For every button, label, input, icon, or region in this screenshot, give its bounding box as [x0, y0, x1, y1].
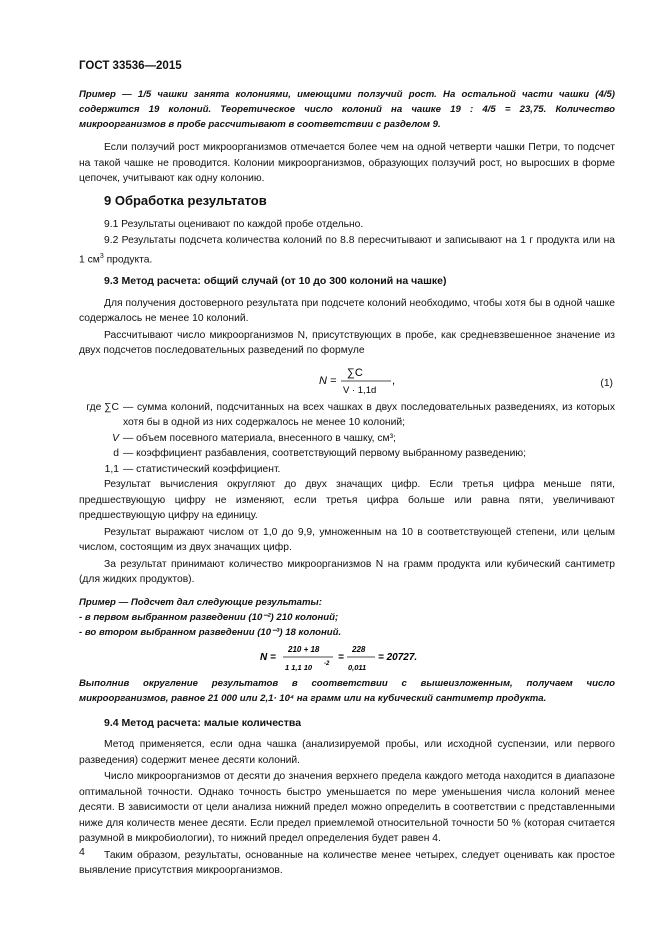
section-9	[79, 193, 615, 880]
paragraph-9-2: 9.2 Результаты подсчета количества колоний по 8.8 пересчитывают и записывают на 1 г продукта или на 1 $см^3$ продукта.	[79, 235, 615, 265]
formula-2	[79, 640, 615, 676]
paragraph-9-1: 9.1 Результаты оценивают по каждой пробе отдельно.	[104, 218, 364, 230]
paragraph-result: За результат принимают количество микроорганизмов N на грамм продукта или кубический сантиметр (для жидких продуктов).	[79, 558, 615, 586]
body-upper	[79, 87, 615, 188]
example-2-conclusion: Выполнив округление результатов в соответствии с вышеизложенным, получаем число микроорганизмов, равное 21 000 или 2,1· 10⁴ на грамм или на кубический сантиметр продукта.	[79, 677, 615, 704]
formula-1	[79, 360, 615, 400]
section-9-3-title: 9.3 Метод расчета: общий случай (от 10 до 300 колоний на чашке)	[104, 275, 447, 288]
formula-2-denominator-2: 0,011	[348, 662, 367, 672]
example-2-intro: Пример — Подсчет дал следующие результаты:	[79, 596, 322, 608]
formula-1-comma: ,	[392, 374, 396, 387]
definition-sum-c: где ∑C — сумма колоний, подсчитанных на всех чашках в двух последовательных разведениях, из которых хотя бы в одной из них содержалось не менее 10 колоний;	[86, 401, 615, 429]
formula-1-denominator: V · 1,1d	[343, 384, 377, 396]
paragraph-9-3-b: Рассчитывают число микроорганизмов N, присутствующих в пробе, как средневзвешенное значение из двух подсчетов последовательных разведений по формуле	[79, 329, 615, 357]
page-number: 4	[79, 846, 85, 858]
definition-d: d — коэффициент разбавления, соответствующий первому выбранному разведению;	[113, 448, 527, 460]
standard-header: ГОСТ 33536—2015	[79, 60, 182, 72]
formula-2-equals: =	[338, 651, 344, 663]
formula-2-numerator-2: 228	[352, 644, 366, 654]
paragraph-9-4-c: Таким образом, результаты, основанные на количестве менее четырех, следует оценивать как простое выявление присутствия микроорганизмов.	[79, 849, 615, 877]
formula-2-denominator-1: 1 1,1 10	[285, 662, 313, 672]
formula-2-lhs: N =	[260, 651, 276, 663]
paragraph-9-4-a: Метод применяется, если одна чашка (анализируемой пробы, или исходной суспензии, или первого разведения) содержит менее десяти колоний.	[79, 739, 615, 766]
section-9-4-title: 9.4 Метод расчета: малые количества	[104, 716, 302, 729]
paragraph-9-4-b: Число микроорганизмов от десяти до значения верхнего предела каждого метода находится в диапазоне оптимальной точности. Однако точность быстро уменьшается по мере уменьшения числа колоний менее десяти. В зависимости от цели анализа нижний предел можно определить в соответствии с представленными ниже для количеств менее десяти. Если предел приемлемой относительной точности 50 % (которая считается разумной в микробиологии), то нижний предел определения будет равен 4.	[79, 771, 615, 845]
paragraph-creeping-growth: Если ползучий рост микроорганизмов отмечается более чем на одной четверти чашки Петри, то подсчет на такой чашке не проводится. Колонии микроорганизмов, образующих ползучий рост, но выросших в форме цепочек, учитывают как одну колонию.	[79, 142, 615, 184]
section-9-title: 9 Обработка результатов	[104, 193, 267, 208]
formula-1-graphic	[79, 360, 615, 400]
definitions-list	[79, 400, 615, 478]
formula-1-numerator: ∑C	[347, 366, 363, 379]
formula-2-result: = 20727.	[378, 651, 418, 663]
example-2-line-2: - во втором выбранном разведении (10⁻³) 18 колоний.	[79, 626, 342, 638]
formula-1-lhs: N =	[319, 374, 337, 387]
paragraph-9-3-a: Для получения достоверного результата при подсчете колоний необходимо, чтобы хотя бы в одной чашке содержалось не менее 10 колоний.	[79, 297, 615, 325]
paragraph-rounding: Результат вычисления округляют до двух значащих цифр. Если третья цифра меньше пяти, предшествующую цифру не изменяют, если третья цифра больше или равна пяти, увеличивают предшествующую цифру на единицу.	[79, 479, 615, 522]
definition-coefficient: 1,1 — статистический коэффициент.	[104, 463, 281, 475]
formula-2-denominator-1-exponent: -2	[324, 660, 330, 667]
definition-v: V — объем посевного материала, внесенного в чашку, см³;	[112, 432, 396, 444]
formula-1-number: (1)	[600, 377, 613, 389]
formula-2-graphic	[79, 640, 615, 676]
paragraph-expression: Результат выражают числом от 1,0 до 9,9, умноженным на 10 в соответствующей степени, или целым числом, состоящим из двух значащих цифр.	[79, 526, 615, 554]
formula-2-numerator-1: 210 + 18	[288, 644, 320, 654]
example-2-line-1: - в первом выбранном разведении (10⁻²) 210 колоний;	[79, 611, 339, 623]
example-1: Пример — 1/5 чашки занята колониями, имеющими ползучий рост. На остальной части чашки (4/5) содержится 19 колоний. Теоретическое число колоний на чашке 19 : 4/5 = 23,75. Количество микроорганизмов в пробе рассчитывают в соответствии с разделом 9.	[79, 89, 615, 130]
